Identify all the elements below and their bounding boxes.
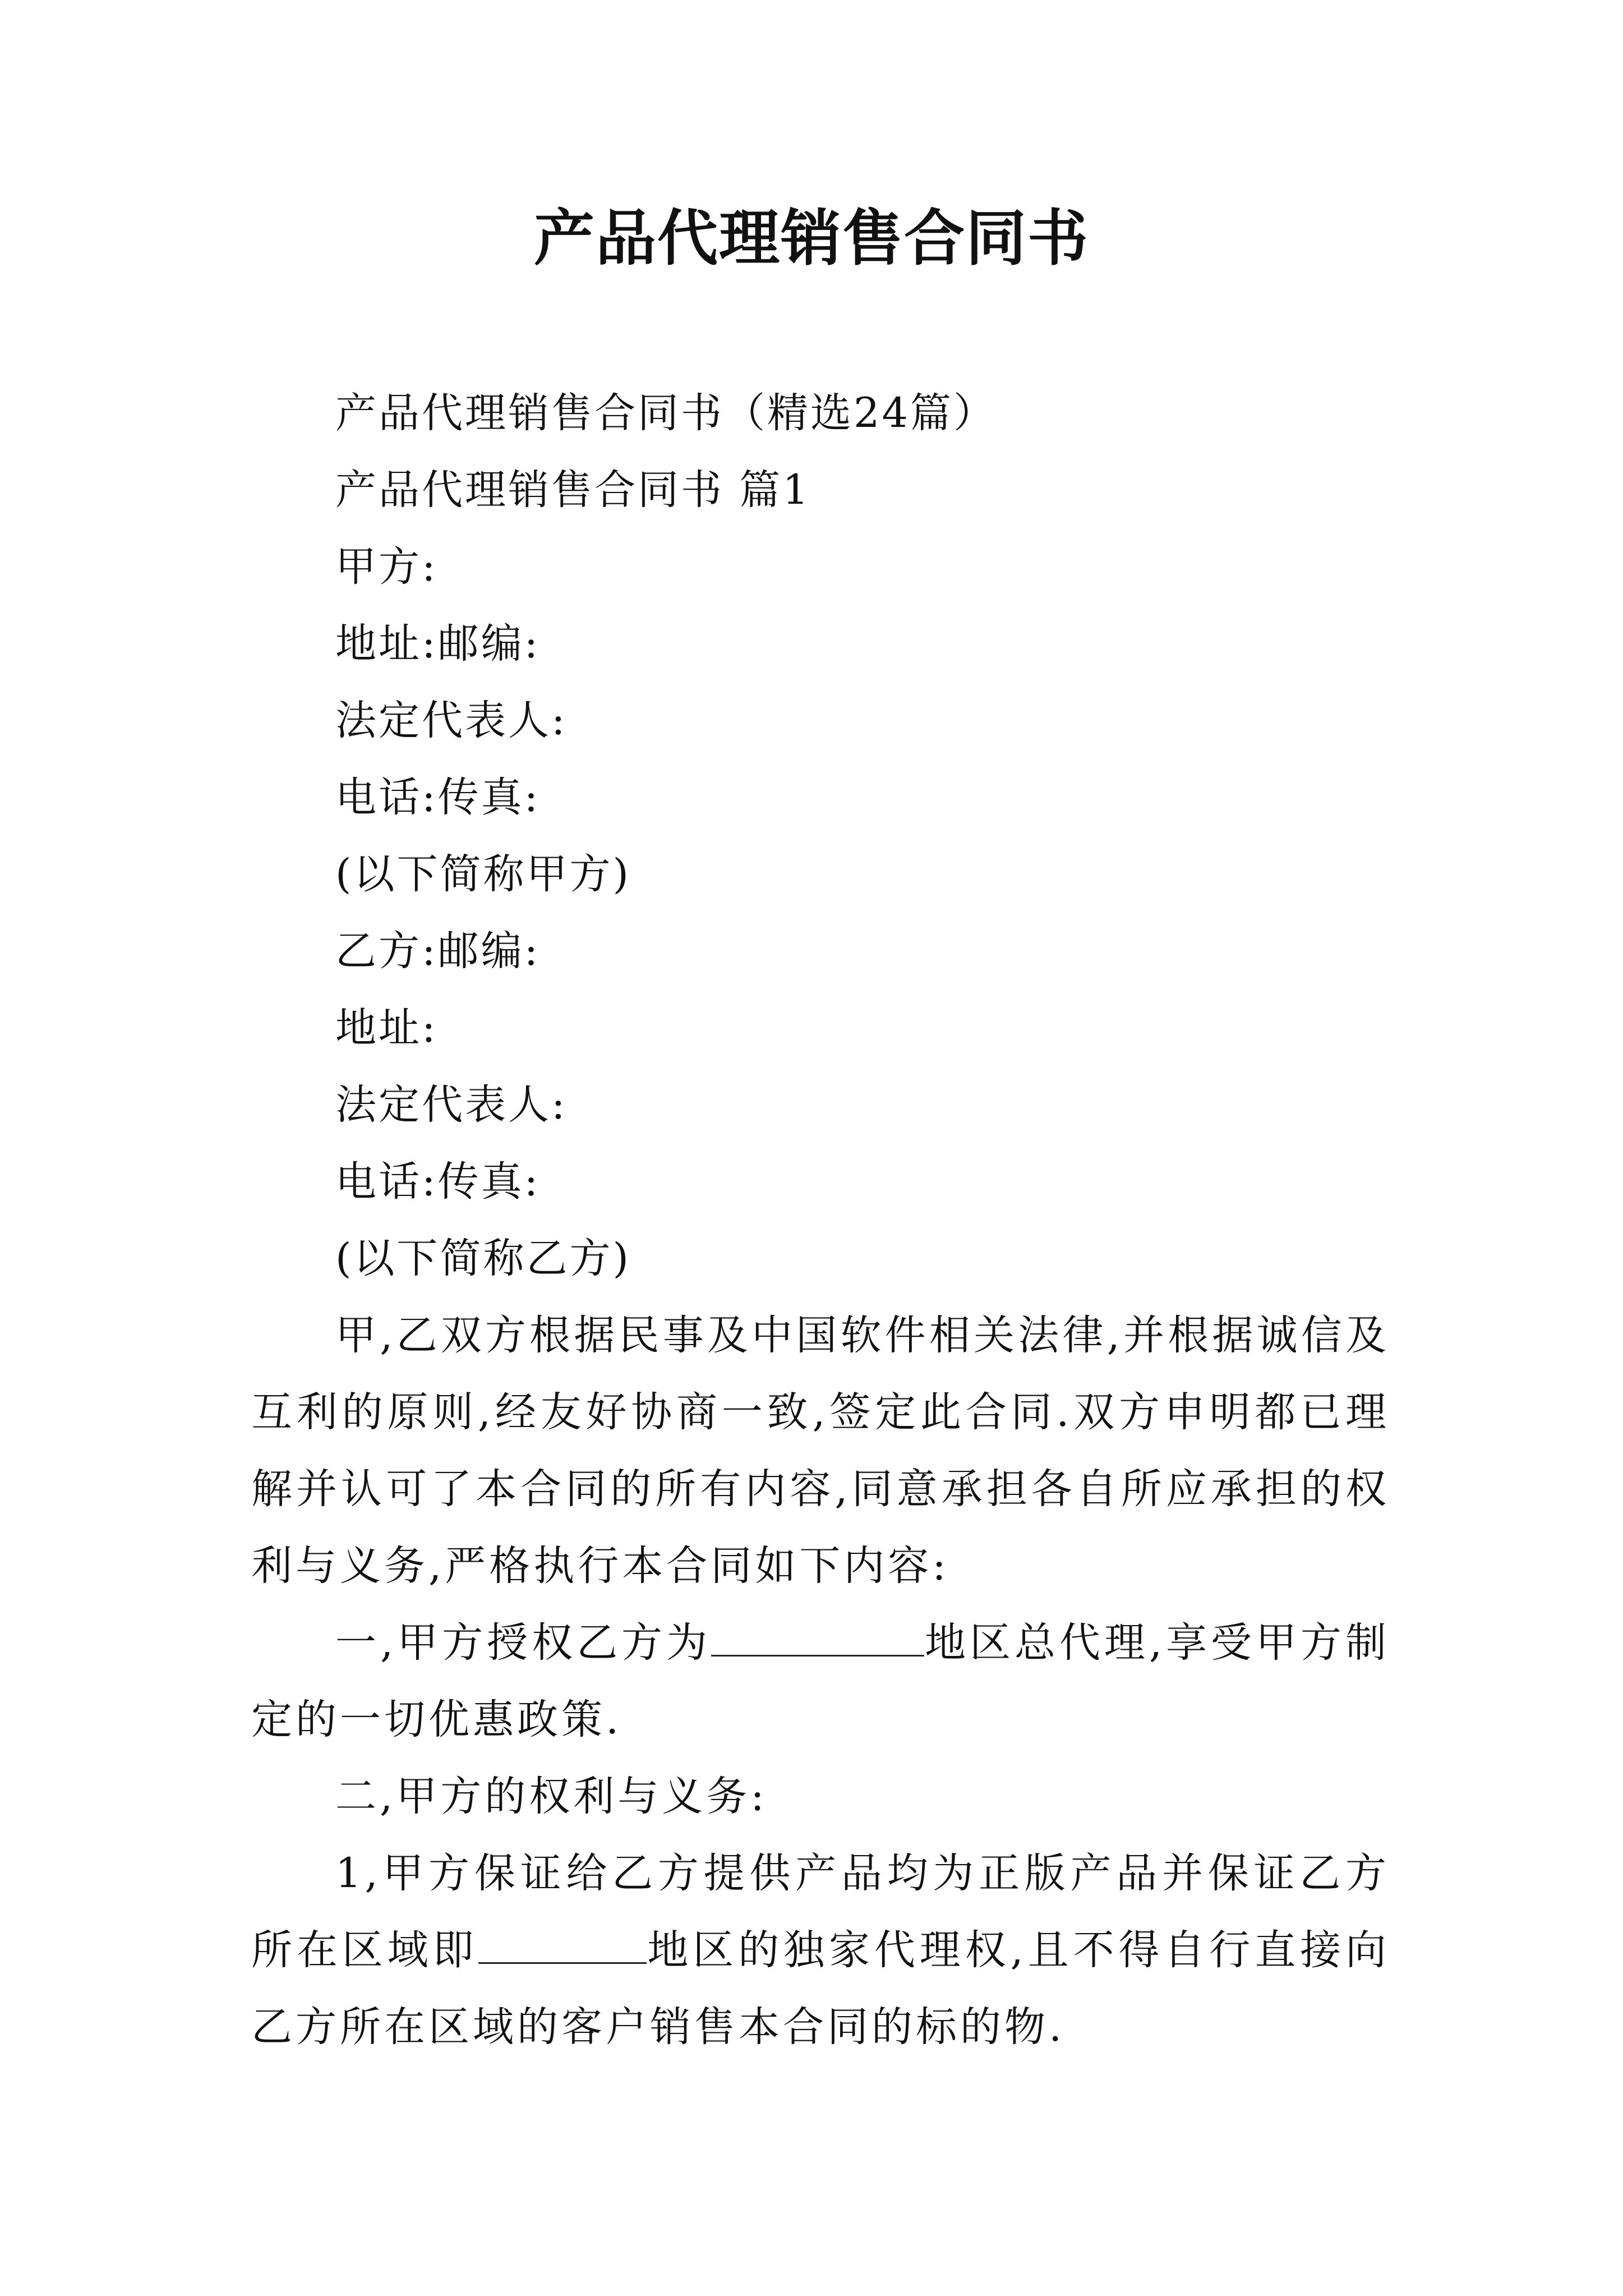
document-subtitle: 产品代理销售合同书（精选24篇） — [335, 389, 997, 437]
clause-2-heading: 二,甲方的权利与义务: — [335, 1773, 768, 1820]
party-b-legal-rep: 法定代表人: — [335, 1081, 568, 1129]
party-b-short-name: (以下简称乙方) — [335, 1235, 631, 1282]
party-a-short-name: (以下简称甲方) — [335, 850, 631, 898]
party-b-label-zip: 乙方:邮编: — [335, 927, 541, 975]
clause-1-region-blank — [711, 1621, 924, 1657]
party-a-address-zip: 地址:邮编: — [335, 620, 541, 668]
document-title: 产品代理销售合同书 — [533, 203, 1089, 274]
section-heading: 产品代理销售合同书 篇1 — [335, 466, 811, 514]
clause-2-1-paragraph — [251, 1835, 1390, 2065]
party-b-address: 地址: — [335, 1004, 438, 1052]
clause-2-1-text-before: 1,甲方保证给乙方提供产品均为正版产品并保证乙方所在区域即 — [251, 1849, 1390, 1974]
clause-1-paragraph — [251, 1604, 1390, 1758]
party-b-phone-fax: 电话:传真: — [335, 1158, 541, 1205]
document-body — [251, 375, 1390, 2065]
clause-2-1-text-after: 地区的独家代理权,且不得自行直接向乙方所在区域的客户销售本合同的标的物. — [251, 1926, 1390, 2051]
clause-1-text-before: 一,甲方授权乙方为 — [335, 1619, 712, 1667]
preamble-paragraph: 甲,乙双方根据民事及中国软件相关法律,并根据诚信及互利的原则,经友好协商一致,签定此合同.双方申明都已理解并认可了本合同的所有内容,同意承担各自所应承担的权利与义务,严格执行本合同如下内容: — [251, 1312, 1390, 1590]
party-a-legal-rep: 法定代表人: — [335, 697, 568, 744]
party-a-phone-fax: 电话:传真: — [335, 774, 541, 821]
clause-1-text-after: 地区总代理,享受甲方制定的一切优惠政策. — [251, 1619, 1390, 1743]
clause-2-1-region-blank — [478, 1929, 647, 1964]
party-a-label: 甲方: — [335, 543, 438, 591]
